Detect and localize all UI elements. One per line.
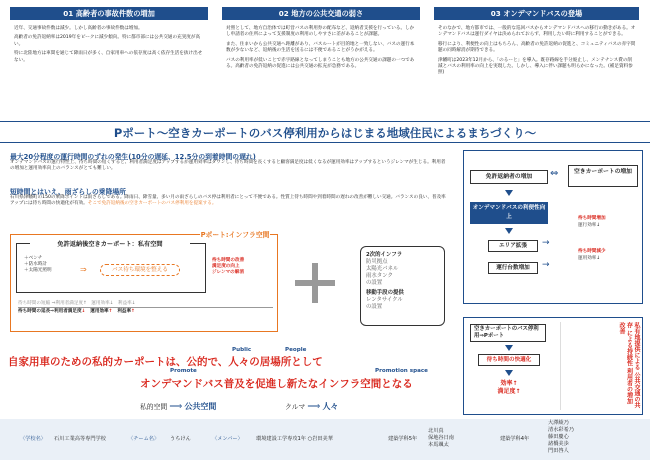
slogan-line1: 自家用車のための私的カーポートは、公的で、人々の居場所として — [8, 356, 323, 368]
member-group4: 大澤綾乃 清水彩希乃 藤田慶心 諸橋美歩 門田啓人 — [548, 420, 574, 454]
tag-promote: Promote — [170, 368, 197, 374]
member-year4: 建築学科4年 — [500, 436, 530, 442]
solution-box: 空きカーポートのバス停利用⇒Pポート — [470, 324, 546, 342]
arrow-right-icon: ⇒ — [80, 265, 87, 274]
short-link: そこで免許返納後の空きカーポートのバス停利用を提案する。 — [87, 201, 217, 206]
tag-people: People — [285, 347, 307, 353]
member-label: 〈メンバー〉 — [212, 436, 243, 442]
flow-box-ondemand: オンデマンドバスの利便性向上 — [470, 202, 548, 224]
section-01-header: 01 高齢者の事故件数の増加 — [10, 7, 208, 20]
carport-items: ＋ベンチ ＋防水時計 ＋太陽光照明 — [24, 256, 52, 273]
tag-promotion: Promotion space — [375, 368, 428, 374]
arrow-down-icon — [505, 190, 513, 196]
short-body: 石川県津幡町の150の乗降ポイントは雨ざらしである。降雨日、降雪量、多い月の雨ざらしのバス停は利用者にとって不便である。性質上待ち時間や到着時間の遅れの改善が難しい交通。バランスの良い、普及率アップには待ち時間の快適化が有効。そこで免許返納後の空きカーポートのバス停利用を提案する。 — [10, 195, 446, 206]
flow-result2: 待ち時間減少 運用効率↓ — [578, 249, 606, 261]
flow-box-buses: 運行台数増加 — [488, 262, 538, 274]
team-name: うちけん — [170, 436, 191, 442]
issue-body: オンデマンドバスの運行特性上、待ち時間の短くすると、利用者満足度はアップするが運用効率はダウンし、待ち時間を長くすると顧客満足度は低くなるが運用効率はアップするというジレンマが生じる。利用者の増加と運用効率向上のバランスがとても難しい。 — [10, 160, 446, 171]
solution-comfort: 待ち時間の快適化 — [478, 354, 540, 366]
solution-vertical: 私有地提供による 公共交通の共存 による持続性 利用者の増加 改善 — [560, 322, 640, 410]
flow-box-returns: 免許返納者の増加 — [470, 170, 548, 184]
flow-box-carports: 空きカーポートの増加 — [568, 165, 638, 187]
short-title: 短時間とはいえ、雨ざらしの乗降場所 — [10, 188, 126, 196]
slogan-line2: オンデマンドバス普及を促進し新たなインフラ空間となる — [140, 378, 413, 390]
section-02-body: 対照として、地方自治体では町営バスの利用券の配布など、返納者支援を行っている。しかし申請者の住所によって支援制度の利用のしやすさに差があることが課題。 また、住まいから公共交通へ距離があり、バスルートが目的地と一致しない、バスの運行本数が少ないなど、返納後の生活を送るには不便であることがうかがえる。 バスの利用率が低いことで赤字路線となってしまうことも地方の公共交通の課題の一つである。高齢者の免許返納の促進には公共交通の拡充が急務である。 — [226, 26, 415, 70]
solution-effect: 効率↑ 満足度↑ — [497, 380, 521, 395]
flow-private-public: 私的空間 ⟹ 公共空間 — [140, 402, 217, 412]
member-year5: 建築学科5年 — [388, 436, 418, 442]
carport-title: 免許返納後空きカーポート：私有空間 — [30, 239, 190, 248]
section-03-header: 03 オンデマンドバスの登場 — [434, 7, 639, 20]
section-01-body: 近年、交通事故件数は減少。しかし高齢者の事故件数は増加。 高齢者の免許返納率は2019年をピークに減少傾向。特に都市部には公共交通の充実度が高い。 特に北陸地方は車間を通じて降雨日が多く、自家用車への依存度は高く依存生活を抜け出せない。 — [14, 26, 203, 63]
school-name: 石川工業高等専門学校 — [54, 436, 106, 442]
member-group5: 北川真 保地谷日南 本馬颯太 — [428, 428, 454, 448]
issue-title: 最大20分程度の運行時間のずれの発生(10分の遅延、12.5分の到着時間の遅れ) — [10, 153, 256, 161]
flow-car-people: クルマ ⟹ 人々 — [285, 402, 339, 412]
school-label: 〈学校名〉 — [20, 436, 46, 442]
improve-bubble: バス待ち環境を整える — [100, 264, 180, 276]
section-02-header: 02 地方の公共交通の弱さ — [222, 7, 420, 20]
member-1: 環境建設工学専攻1年 ○岩田美華 — [256, 436, 333, 442]
flow-box-area: エリア拡張 — [488, 240, 538, 252]
section-03-body: そのなかで、地方都市では、一般的な巡回バスからオンデマンドバスへの移行の動きがある。オンデマンドバスは運行ダイヤは決められておらず、利用したい時に利用することができる。 移行により、利便性の向上はもちろん、高齢者の免許返納の促進と、コミュニティバスの赤字問題の同時解消が期待できる。 津幡町は2023年12月から、「のるーと」を導入。既存路線を手分廃止し、メンテナンス費の削減とバスの利用率の向上を実現した。しかし、導入に伴い課題も明らかになった。(補足資料参照) — [438, 26, 636, 76]
pport-table: 待ち時間の短縮 ⇒利用者満足度↑ 運用効率↓ 利益率↓ 待ち時間の延長⇒利用者満足度↓ 運用効率↑ 利益率↑ — [18, 300, 273, 315]
gain-list: 待ち時間の改善 満足度の向上 ジレンマの解消 — [212, 258, 245, 275]
tag-public: Public — [232, 347, 252, 353]
flow-result1: 待ち時間増加 運行効率↓ — [578, 216, 606, 228]
infra2-text: 2次的インフラ 防災拠点 太陽光パネル 雨水タンク の設置 移動手段の提供 レンタサイクル の設置 — [366, 252, 404, 310]
main-title: Pポート～空きカーポートのバス停利用からはじまる地域住民によるまちづくり～ — [0, 121, 650, 143]
team-label: 〈チーム名〉 — [128, 436, 160, 442]
pport-label: Pポート:インフラ空間 — [200, 231, 270, 239]
